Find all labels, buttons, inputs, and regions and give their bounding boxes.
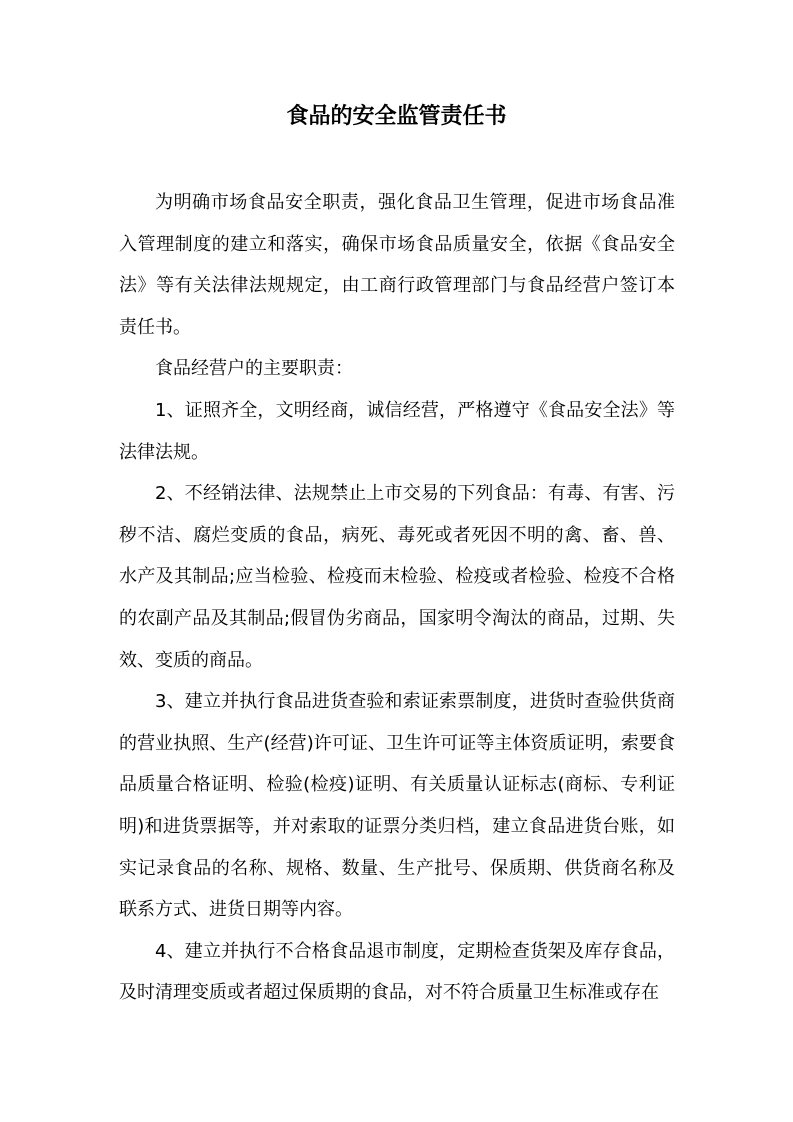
paragraph-duty-2: 2、不经销法律、法规禁止上市交易的下列食品：有毒、有害、污秽不洁、腐烂变质的食品，病死、毒死或者死因不明的禽、畜、兽、水产及其制品;应当检验、检疫而末检验、检疫或者检验、检疫不合格的农副产品及其制品;假冒伪劣商品，国家明令淘汰的商品，过期、失效、变质的商品。 [119,483,675,671]
paragraph-duty-1: 1、证照齐全，文明经商，诚信经营，严格遵守《食品安全法》等法律法规。 [119,399,675,463]
paragraph-duty-3: 3、建立并执行食品进货查验和索证索票制度，进货时查验供货商的营业执照、生产(经营)许可证、卫生许可证等主体资质证明，索要食品质量合格证明、检验(检疫)证明、有关质量认证标志(商标、专利证明)和进货票据等，并对索取的证票分类归档，建立食品进货台账，如实记录食品的名称、规格、数量、生产批号、保质期、供货商名称及联系方式、进货日期等内容。 [119,691,675,921]
document-title: 食品的安全监管责任书 [286,104,507,129]
paragraph-duties-heading: 食品经营户的主要职责： [155,358,353,380]
paragraph-intro: 为明确市场食品安全职责，强化食品卫生管理，促进市场食品准入管理制度的建立和落实，确保市场食品质量安全，依据《食品安全法》等有关法律法规规定，由工商行政管理部门与食品经营户签订本责任书。 [119,192,675,338]
document-body [119,182,675,1014]
paragraph-duty-4: 4、建立并执行不合格食品退市制度，定期检查货架及库存食品，及时清理变质或者超过保质期的食品，对不符合质量卫生标准或存在 [119,940,675,1004]
